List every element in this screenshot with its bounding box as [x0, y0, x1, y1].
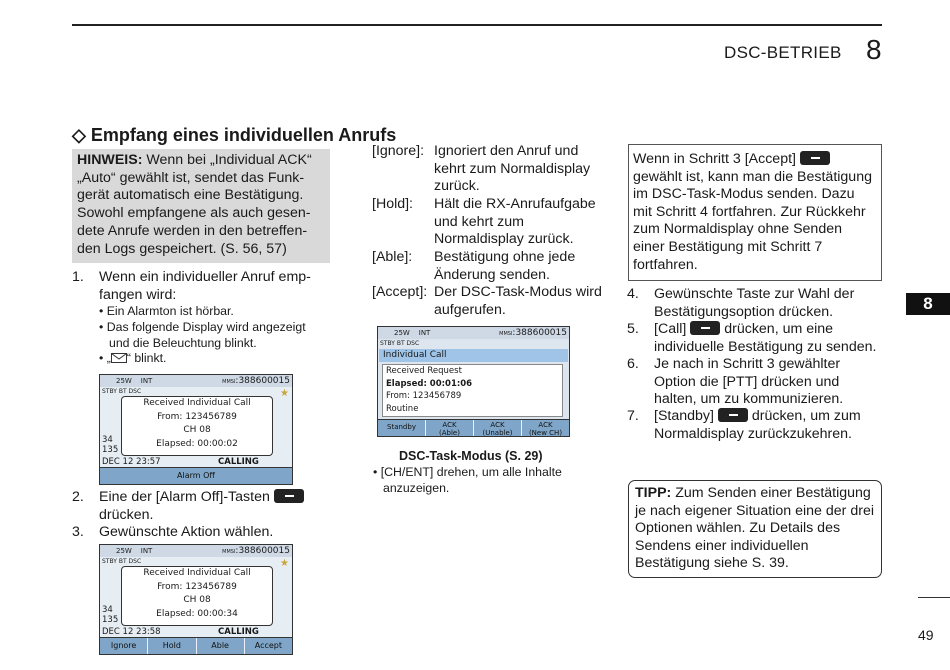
step-number: 7.: [627, 408, 639, 424]
step-2: [72, 489, 332, 524]
task-details: Received Request Elapsed: 00:01:06 From: 123456789 Routine: [382, 364, 563, 417]
bullet: • Ein Alarmton ist hörbar.: [99, 304, 234, 318]
minus-key-icon: [274, 489, 304, 503]
softkey-bar: [100, 637, 292, 654]
option-key: [Able]:: [372, 249, 413, 265]
info-text: Wenn in Schritt 3 [Accept]: [633, 151, 796, 167]
status-bar: 25W INT MMSI:388600015: [100, 545, 292, 557]
accept-softkey[interactable]: Accept: [244, 638, 292, 654]
step-text: drücken.: [99, 506, 154, 523]
task-title: Individual Call: [379, 349, 568, 362]
step-text: drücken, um zum Normaldisplay zurückzukehren.: [654, 408, 861, 442]
step-3: [72, 524, 332, 542]
hinweis-label: HINWEIS:: [77, 152, 143, 168]
hold-softkey[interactable]: Hold: [147, 638, 195, 654]
step-text: [Standby]: [654, 408, 714, 424]
favorite-star-icon: ★: [280, 388, 289, 399]
status-bar: 25W INT MMSI:388600015: [378, 327, 569, 339]
page-rule: [918, 597, 950, 598]
alarm-screen: [99, 374, 293, 485]
channel-number: 34: [102, 435, 113, 445]
task-caption: DSC-Task-Modus (S. 29): [399, 449, 543, 463]
minus-key-icon: [690, 321, 720, 335]
step-text: Gewünschte Taste zur Wahl der Bestätigungsoption drücken.: [654, 286, 855, 320]
standby-softkey[interactable]: Standby: [387, 423, 416, 431]
info-text: gewählt ist, kann man die Bestätigung im DSC-Task-Modus senden. Dazu mit Schritt 4 fortfahren. Zur Rückkehr zum Normaldisplay ohne Senden einer Bestätigung mit Schritt 7 fortfahren.: [633, 168, 872, 273]
page-number: 49: [918, 627, 934, 643]
able-softkey[interactable]: Able: [196, 638, 244, 654]
step-text: Eine der [Alarm Off]-Tasten: [99, 489, 270, 505]
step-6: [627, 356, 885, 409]
step-5: [627, 321, 885, 356]
option-desc: Bestätigung ohne jede Änderung senden.: [434, 249, 576, 283]
minus-key-icon: [718, 408, 748, 422]
step-text: Je nach in Schritt 3 gewählter Option die [PTT] drücken und halten, um zu kommunizieren.: [654, 356, 844, 408]
tip-label: TIPP:: [635, 485, 672, 501]
hinweis-text: Wenn bei „Individual ACK“ „Auto“ gewählt ist, sendet das Funkgerät automatisch eine Bestätigung. Sowohl empfangene als auch gesendete Anrufe werden in den betreffenden Logs gespeichert. (S. 56, 57): [77, 152, 312, 257]
mode-row: STBY BT DSC: [102, 388, 142, 395]
step-number: 5.: [627, 321, 639, 337]
step-text: Wenn ein individueller Anruf empfangen wird:: [99, 269, 311, 303]
dsc-task-screen: [377, 326, 570, 437]
tip-box: [628, 480, 882, 578]
received-call-popup: Received Individual Call From: 123456789 CH 08 Elapsed: 00:00:34: [121, 566, 273, 626]
ack-able-softkey[interactable]: ACK (Able): [425, 420, 473, 436]
alarm-off-softkey[interactable]: Alarm Off: [177, 471, 215, 480]
favorite-star-icon: ★: [280, 558, 289, 569]
channel-number: 135: [102, 615, 119, 625]
received-call-popup: Received Individual Call From: 123456789 CH 08 Elapsed: 00:00:02: [121, 396, 273, 456]
mode-row: STBY BT DSC: [380, 340, 420, 347]
option-key: [Hold]:: [372, 196, 414, 212]
step-number: 1.: [72, 269, 84, 285]
channel-number: 135: [102, 445, 119, 455]
chapter-number: 8: [866, 34, 882, 65]
softkey-bar: [100, 467, 292, 484]
header-rule: [72, 24, 882, 26]
softkey-bar: [378, 419, 569, 436]
step-4: [627, 286, 885, 321]
bullet: • „ “ blinkt.: [99, 351, 167, 366]
section-title: ◇ Empfang eines individuellen Anrufs: [72, 125, 397, 145]
step-number: 3.: [72, 524, 84, 540]
option-desc: Hält die RX-Anrufaufgabe und kehrt zum Normaldisplay zurück.: [434, 196, 596, 248]
step-number: 6.: [627, 356, 639, 372]
option-key: [Ignore]:: [372, 143, 425, 159]
hinweis-note: [72, 149, 330, 263]
lcd-bottom-line: DEC 12 23:57 CALLING: [102, 457, 259, 467]
step1-bullets: [99, 304, 334, 367]
ignore-softkey[interactable]: Ignore: [110, 641, 137, 650]
step-1: [72, 269, 332, 304]
option-key: [Accept]:: [372, 284, 428, 300]
bullet: • Das folgende Display wird angezeigt: [99, 319, 306, 334]
minus-key-icon: [800, 151, 830, 165]
envelope-icon: [111, 352, 127, 362]
step-text: drücken, um eine individuelle Bestätigung zu senden.: [654, 321, 877, 355]
ack-unable-softkey[interactable]: ACK (Unable): [473, 420, 521, 436]
step-text: [Call]: [654, 321, 687, 337]
lcd-bottom-line: DEC 12 23:58 CALLING: [102, 627, 259, 637]
channel-number: 34: [102, 605, 113, 615]
action-screen: [99, 544, 293, 655]
step-number: 2.: [72, 489, 84, 505]
option-desc: Ignoriert den Anruf und kehrt zum Normaldisplay zurück.: [434, 143, 591, 195]
ack-new-ch-softkey[interactable]: ACK (New CH): [521, 420, 569, 436]
status-bar: 25W INT MMSI:388600015: [100, 375, 292, 387]
step-number: 4.: [627, 286, 639, 302]
tip-text: Zum Senden einer Bestätigung je nach eigener Situation eine der drei Optionen wählen. Zu Details des Sendens einer individuellen Bestätigung siehe S. 39.: [635, 485, 874, 572]
task-note: • [CH/ENT] drehen, um alle Inhalte anzuzeigen.: [373, 465, 562, 495]
section-header: DSC-BETRIEB: [724, 43, 842, 62]
info-box: [628, 144, 882, 281]
chapter-side-tab: 8: [906, 293, 950, 315]
step-7: [627, 408, 885, 443]
step-text: Gewünschte Aktion wählen.: [99, 524, 274, 540]
mode-row: STBY BT DSC: [102, 558, 142, 565]
bullet: und die Beleuchtung blinkt.: [109, 335, 257, 350]
option-desc: Der DSC-Task-Modus wird aufgerufen.: [434, 284, 602, 318]
